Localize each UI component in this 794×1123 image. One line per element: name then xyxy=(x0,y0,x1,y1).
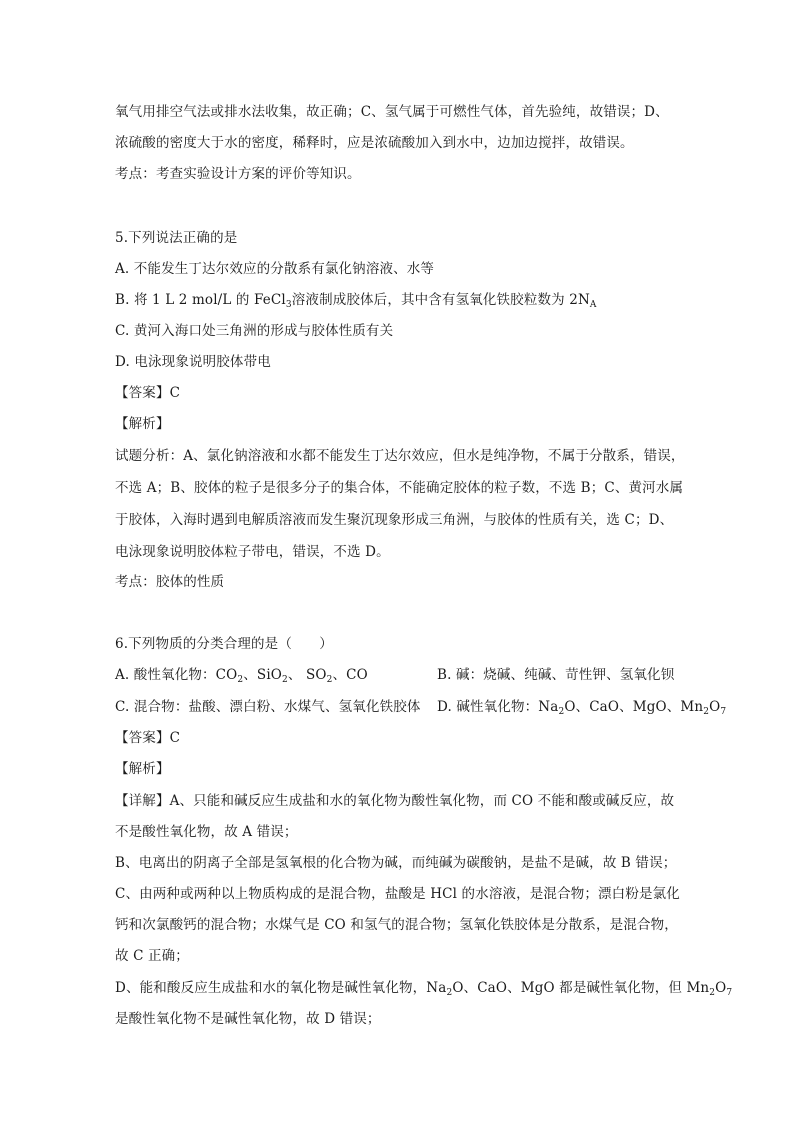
q5-stem: 5.下列说法正确的是 xyxy=(115,230,238,246)
q6-detail-d-sub: 2 xyxy=(446,988,453,998)
q6-option-b: B. 碱：烧碱、纯碱、苛性钾、氢氧化钡 xyxy=(437,667,675,683)
q5-option-b-text: B. 将 1 L 2 mol/L 的 FeCl xyxy=(115,292,286,308)
q6-option-d-text: O xyxy=(709,699,721,715)
q5-analysis-line-1: 试题分析：A、氯化钠溶液和水都不能发生丁达尔效应，但水是纯净物，不属于分散系，错误， xyxy=(115,448,685,464)
q5-option-c: C. 黄河入海口处三角洲的形成与胶体性质有关 xyxy=(115,323,394,339)
q6-detail-a-line-2: 不是酸性氧化物，故 A 错误； xyxy=(115,824,298,840)
q6-option-d-sub: 2 xyxy=(558,707,565,717)
q5-analysis-line-3: 于胶体，入海时遇到电解质溶液而发生聚沉现象形成三角洲，与胶体的性质有关，选 C；D、 xyxy=(115,512,674,528)
q5-kaodian: 考点：胶体的性质 xyxy=(115,574,225,590)
q5-jiexi-label: 【解析】 xyxy=(115,416,170,432)
q5-option-b-sub: 3 xyxy=(285,300,292,310)
q6-option-a-sub: 2 xyxy=(326,675,333,685)
q6-detail-c-line-1: C、由两种或两种以上物质构成的是混合物，盐酸是 HCl 的水溶液，是混合物；漂白粉是氯化 xyxy=(115,886,680,902)
q6-option-c: C. 混合物：盐酸、漂白粉、水煤气、氢氧化铁胶体 xyxy=(115,699,421,715)
q6-answer: 【答案】C xyxy=(115,730,181,746)
q6-detail-b-line-1: B、电离出的阴离子全部是氢氧根的化合物为碱，而纯碱为碳酸钠，是盐不是碱，故 B 错误； xyxy=(115,855,677,871)
q5-option-b-text: 溶液制成胶体后，其中含有氢氧化铁胶粒数为 2N xyxy=(291,292,590,308)
prev-analysis-line-1: 氧气用排空气法或排水法收集，故正确；C、氢气属于可燃性气体，首先验纯，故错误；D、 xyxy=(115,104,669,120)
q5-option-b xyxy=(115,290,685,310)
q6-detail-d-line-1 xyxy=(115,978,733,998)
q6-option-d-sub: 2 xyxy=(703,707,710,717)
q5-option-d: D. 电泳现象说明胶体带电 xyxy=(115,354,271,370)
q5-analysis-line-2: 不选 A；B、胶体的粒子是很多分子的集合体，不能确定胶体的粒子数，不选 B；C、黄河水属 xyxy=(115,480,684,496)
q6-option-a xyxy=(115,667,368,683)
q6-detail-d-sub: 7 xyxy=(726,988,733,998)
q6-option-a-text: 、CO xyxy=(332,667,368,683)
q6-option-a-text: A. 酸性氧化物：CO xyxy=(115,667,238,683)
q6-detail-d-text: O、CaO、MgO 都是碱性氧化物，但 Mn xyxy=(452,980,710,996)
q6-detail-d-text: O xyxy=(715,980,727,996)
q5-analysis-line-4: 电泳现象说明胶体粒子带电，错误，不选 D。 xyxy=(115,544,390,560)
q6-detail-c-line-2: 钙和次氯酸钙的混合物；水煤气是 CO 和氢气的混合物；氢氧化铁胶体是分散系，是混合物， xyxy=(115,917,678,933)
q6-option-d-sub: 7 xyxy=(720,707,727,717)
q6-option-a-text: 、SiO xyxy=(243,667,283,683)
q5-option-a: A. 不能发生丁达尔效应的分散系有氯化钠溶液、水等 xyxy=(115,261,435,277)
q6-option-a-sub: 2 xyxy=(237,675,244,685)
prev-kaodian: 考点：考查实验设计方案的评价等知识。 xyxy=(115,166,361,182)
q6-jiexi-label: 【解析】 xyxy=(115,761,170,777)
q6-stem: 6.下列物质的分类合理的是（ ） xyxy=(115,636,333,652)
q6-option-a-sub: 2 xyxy=(282,675,288,685)
q6-detail-d-line-2: 是酸性氧化物不是碱性氧化物，故 D 错误； xyxy=(115,1011,381,1027)
q6-option-d xyxy=(437,697,726,717)
q6-option-a-text: 、 SO xyxy=(287,667,327,683)
prev-analysis-line-2: 浓硫酸的密度大于水的密度，稀释时，应是浓硫酸加入到水中，边加边搅拌，故错误。 xyxy=(115,135,634,151)
q6-detail-a-line-1: 【详解】A、只能和碱反应生成盐和水的氧化物为酸性氧化物，而 CO 不能和酸或碱反应，故 xyxy=(115,793,675,809)
q5-answer: 【答案】C xyxy=(115,385,181,401)
q5-option-b-sub: A xyxy=(589,300,597,310)
q6-options-row-2 xyxy=(115,697,727,717)
q6-detail-d-text: D、能和酸反应生成盐和水的氧化物是碱性氧化物，Na xyxy=(115,980,447,996)
q6-options-row-1 xyxy=(115,665,685,685)
q6-option-d-text: O、CaO、MgO、Mn xyxy=(564,699,704,715)
q6-option-d-text: D. 碱性氧化物：Na xyxy=(437,699,559,715)
q6-detail-d-sub: 2 xyxy=(709,988,716,998)
q6-detail-c-line-3: 故 C 正确； xyxy=(115,948,189,964)
